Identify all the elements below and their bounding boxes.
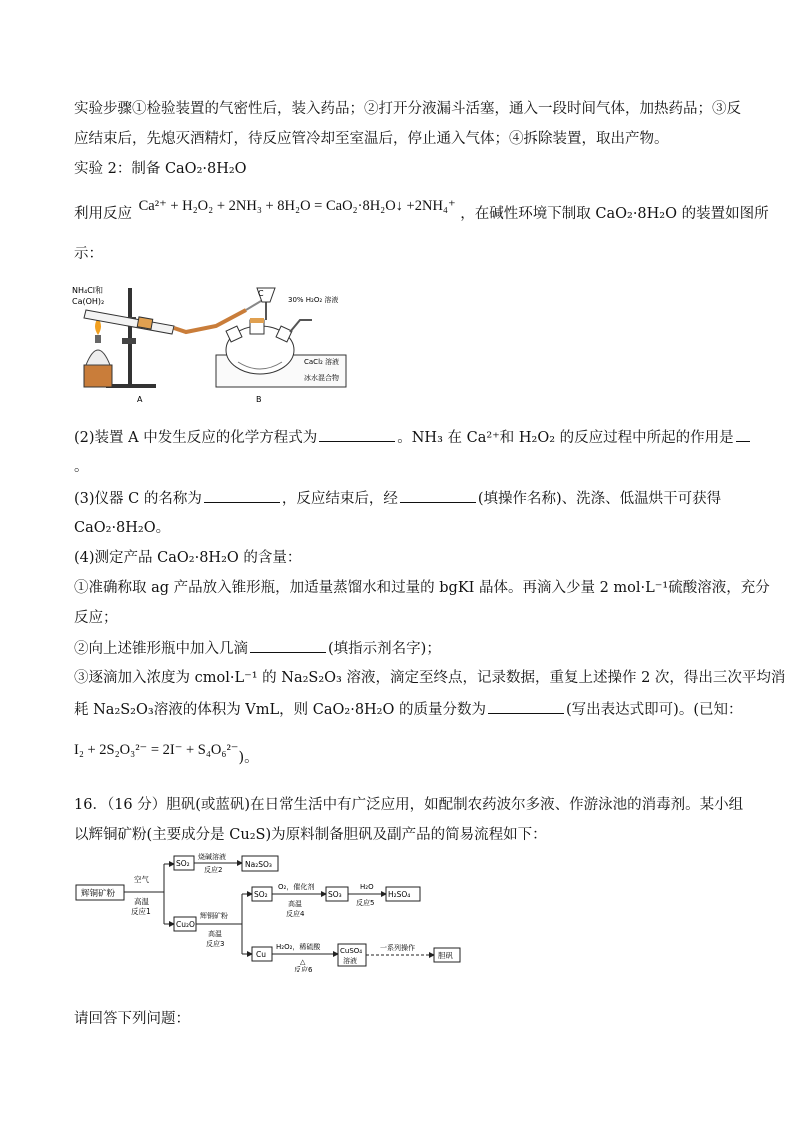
flow-high-temp-3: 高温 [208, 930, 222, 938]
flow-r1: 反应1 [131, 907, 151, 916]
iron-stand [106, 288, 156, 388]
q2-ending: 。 [74, 459, 89, 475]
q3-part-a: (3)仪器 C 的名称为 [74, 491, 202, 507]
label-icewater: 冰水混合物 [304, 374, 339, 382]
apparatus-diagram [66, 280, 366, 410]
flow-air: 空气 [134, 875, 149, 884]
flow-h2o2-acid: H₂O₂，稀硫酸 [276, 943, 321, 951]
flow-r6: 反应6 [294, 966, 313, 972]
flow-cuso4-1: CuSO₄ [340, 947, 363, 955]
flow-product: 胆矾 [438, 951, 453, 960]
flow-start: 辉铜矿粉 [81, 889, 116, 899]
q3-blank-2[interactable] [400, 488, 476, 503]
flow-series-ops: 一系列操作 [380, 944, 415, 952]
known-formula: I₂ + 2S₂O₃²⁻ = 2I⁻ + S₄O₆²⁻ [74, 742, 239, 758]
flow-h2o: H₂O [360, 883, 374, 891]
q4-step-3-line-2 [74, 699, 743, 720]
step-text-line-2: 应结束后，先熄灭酒精灯，待反应管冷却至室温后，停止通入气体；④拆除装置，取出产物。 [74, 131, 669, 147]
q2-blank-2[interactable] [736, 427, 750, 442]
flow-r3: 反应3 [206, 940, 225, 948]
reagent-label-1: NH₄Cl和 [72, 286, 104, 295]
q2-part-b: 。NH₃ 在 Ca²⁺和 H₂O₂ 的反应过程中所起的作用是 [397, 430, 734, 446]
closing-prompt: 请回答下列问题： [74, 1011, 190, 1027]
flow-h2so4: H₂SO₄ [388, 890, 411, 899]
flow-high-temp-1: 高温 [134, 897, 149, 906]
q3-blank-1[interactable] [204, 488, 280, 503]
q3-part-b: ，反应结束后，经 [281, 491, 398, 507]
q4-step-3-line-1: ③逐滴加入浓度为 cmol·L⁻¹ 的 Na₂S₂O₃ 溶液，滴定至终点，记录数据，重复上述操作 2 次，得出三次平均消 [74, 670, 786, 686]
flow-cu2s: 辉铜矿粉 [200, 912, 228, 920]
step-text-line-1: 实验步骤①检验装置的气密性后，装入药品；②打开分液漏斗活塞，通入一段时间气体，加热药品；③反 [74, 101, 741, 117]
flow-delta: △ [300, 958, 306, 966]
flow-so3: SO₃ [328, 890, 342, 899]
q4-step-2-line [74, 638, 730, 659]
question-4-title: (4)测定产品 CaO₂·8H₂O 的含量： [74, 550, 302, 566]
flow-so2-mid: SO₂ [254, 890, 268, 899]
q2-part-a: (2)装置 A 中发生反应的化学方程式为 [74, 430, 318, 446]
q4-step-1-line-2: 反应； [74, 610, 118, 626]
question-3-line [74, 488, 730, 509]
label-b: B [256, 395, 262, 404]
label-h2o2: 30% H₂O₂ 溶液 [288, 296, 339, 304]
label-cacl2: CaCl₂ 溶液 [304, 358, 340, 366]
flow-cuso4-2: 溶液 [343, 957, 357, 965]
known-end: )。 [238, 750, 259, 766]
reaction-tube [84, 298, 266, 334]
flow-high-temp-4: 高温 [288, 900, 302, 908]
known-reaction-line [74, 740, 730, 766]
flow-cu2o: Cu₂O [176, 920, 195, 929]
q4-step-3-c: (写出表达式即可)。(已知： [566, 702, 743, 718]
reaction-suffix: ，在碱性环境下制取 CaO₂·8H₂O 的装置如图所 [460, 206, 769, 222]
flow-na2so3: Na₂SO₃ [245, 860, 272, 869]
label-a: A [137, 395, 143, 404]
label-c: C [258, 289, 264, 298]
process-flowchart [74, 848, 474, 972]
flow-naoh: 烧碱溶液 [198, 853, 226, 861]
q2-blank-1[interactable] [319, 427, 395, 442]
q4-step-2-b: (填指示剂名字)； [328, 641, 441, 657]
reaction-suffix-continued: 示： [74, 246, 103, 262]
question-2-line [74, 427, 734, 448]
flow-so2-top: SO₂ [176, 859, 190, 868]
q4-blank-indicator[interactable] [250, 638, 326, 653]
q4-step-1-line-1: ①准确称取 ag 产品放入锥形瓶，加适量蒸馏水和过量的 bgKI 晶体。再滴入少量 2 mol·L⁻¹硫酸溶液，充分 [74, 580, 770, 596]
question-16-line-2: 以辉铜矿粉(主要成分是 Cu₂S)为原料制备胆矾及副产品的简易流程如下： [74, 827, 547, 843]
q4-blank-fraction[interactable] [488, 699, 564, 714]
question-16-line-1: 16．（16 分）胆矾(或蓝矾)在日常生活中有广泛应用，如配制农药波尔多液、作游泳池的消毒剂。某小组 [74, 797, 744, 813]
alcohol-lamp [84, 318, 112, 387]
flow-o2-cat: O₂，催化剂 [278, 883, 315, 891]
q3-product: CaO₂·8H₂O。 [74, 520, 171, 536]
flow-r2: 反应2 [204, 866, 223, 874]
reaction-line [74, 196, 769, 222]
reagent-label-2: Ca(OH)₂ [72, 297, 105, 306]
experiment-2-title: 实验 2：制备 CaO₂·8H₂O [74, 161, 247, 177]
flow-r5: 反应5 [356, 899, 375, 907]
q3-part-c: (填操作名称)、洗涤、低温烘干可获得 [477, 491, 722, 507]
flow-cu: Cu [256, 950, 266, 959]
q4-step-3-b: 耗 Na₂S₂O₃溶液的体积为 VmL，则 CaO₂·8H₂O 的质量分数为 [74, 702, 486, 718]
q4-step-2-a: ②向上述锥形瓶中加入几滴 [74, 641, 248, 657]
flow-r4: 反应4 [286, 910, 305, 918]
reaction-formula: Ca²⁺ + H₂O₂ + 2NH₃ + 8H₂O = CaO₂·8H₂O↓ +2NH₄⁺ [138, 198, 456, 214]
reaction-prefix: 利用反应 [74, 206, 132, 222]
